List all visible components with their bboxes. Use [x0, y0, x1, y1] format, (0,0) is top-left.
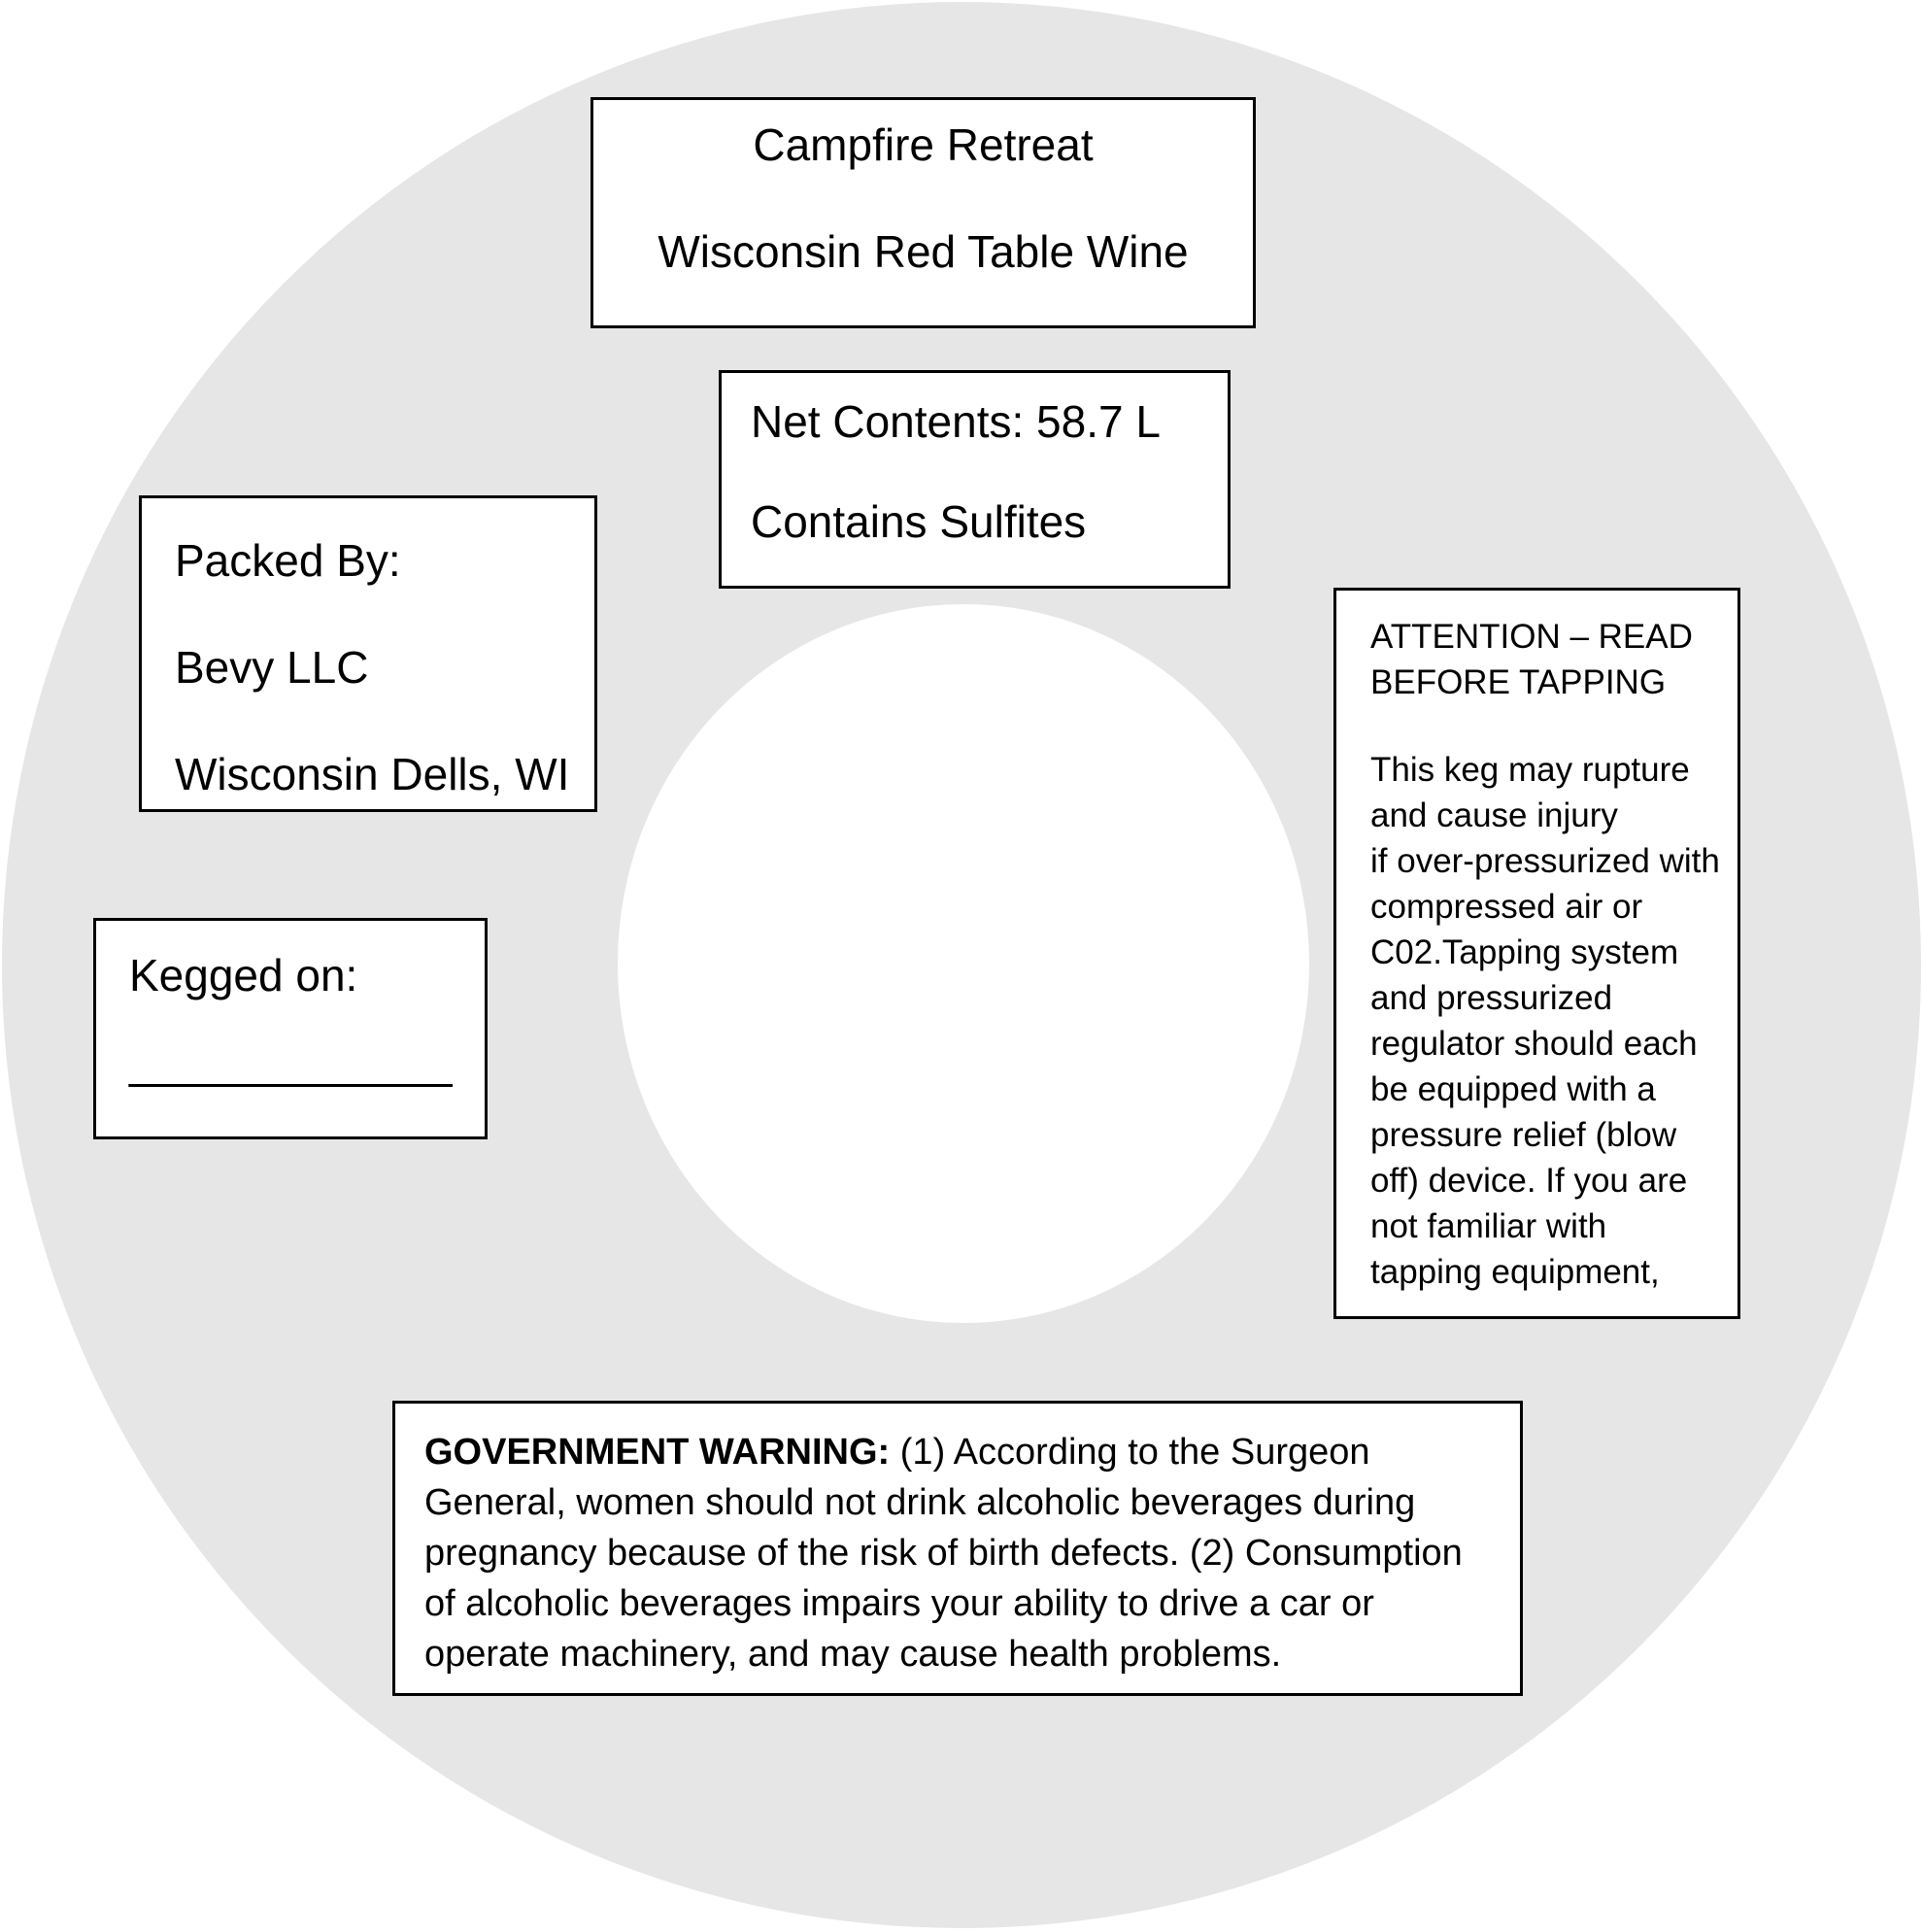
- attention-heading-line: BEFORE TAPPING: [1370, 663, 1667, 701]
- wine-type: Wisconsin Red Table Wine: [658, 226, 1189, 277]
- net-contents-box: [719, 370, 1231, 589]
- government-warning-box: [392, 1401, 1523, 1696]
- attention-body-line: regulator should each: [1370, 1025, 1698, 1063]
- attention-body-line: compressed air or: [1370, 888, 1643, 926]
- government-warning-line: [424, 1427, 1510, 1477]
- packed-by-label: Packed By:: [175, 535, 401, 586]
- attention-body-line: pressure relief (blow: [1370, 1116, 1677, 1154]
- net-contents-text: Net Contents: 58.7 L: [751, 396, 1161, 447]
- packer-name: Bevy LLC: [175, 642, 369, 693]
- attention-body-line: off) device. If you are: [1370, 1162, 1688, 1200]
- attention-body-line: and cause injury: [1370, 797, 1618, 834]
- kegged-on-label: Kegged on:: [129, 950, 358, 1000]
- attention-body-line: not familiar with: [1370, 1207, 1607, 1245]
- attention-body-line: be equipped with a: [1370, 1070, 1656, 1108]
- collar-center-hole: [618, 604, 1309, 1323]
- attention-body-line: and pressurized: [1370, 979, 1613, 1017]
- attention-warning-box: [1333, 588, 1740, 1319]
- attention-body-line: This keg may rupture: [1370, 751, 1690, 789]
- attention-body-line: C02.Tapping system: [1370, 933, 1679, 971]
- brand-box: [590, 97, 1256, 328]
- fill-in-date-line: _____________: [129, 1037, 453, 1088]
- brand-name: Campfire Retreat: [753, 119, 1094, 170]
- attention-heading-line: ATTENTION – READ: [1370, 618, 1693, 656]
- packed-by-box: [139, 495, 597, 812]
- government-warning-line: of alcoholic beverages impairs your ability to drive a car or: [424, 1583, 1374, 1624]
- government-warning-line: General, women should not drink alcoholic beverages during: [424, 1482, 1416, 1523]
- attention-heading: [1370, 614, 1730, 705]
- attention-body-line: tapping equipment,: [1370, 1253, 1660, 1291]
- attention-body-line: if over-pressurized with: [1370, 842, 1720, 880]
- government-warning-label: GOVERNMENT WARNING:: [424, 1432, 891, 1473]
- attention-body: [1370, 747, 1730, 1295]
- government-warning-line: pregnancy because of the risk of birth defects. (2) Consumption: [424, 1533, 1463, 1574]
- kegged-on-box: [93, 918, 488, 1139]
- government-warning-line: operate machinery, and may cause health problems.: [424, 1634, 1282, 1675]
- government-warning-text: (1) According to the Surgeon: [890, 1432, 1370, 1473]
- packer-location: Wisconsin Dells, WI: [175, 749, 570, 799]
- sulfites-text: Contains Sulfites: [751, 496, 1087, 547]
